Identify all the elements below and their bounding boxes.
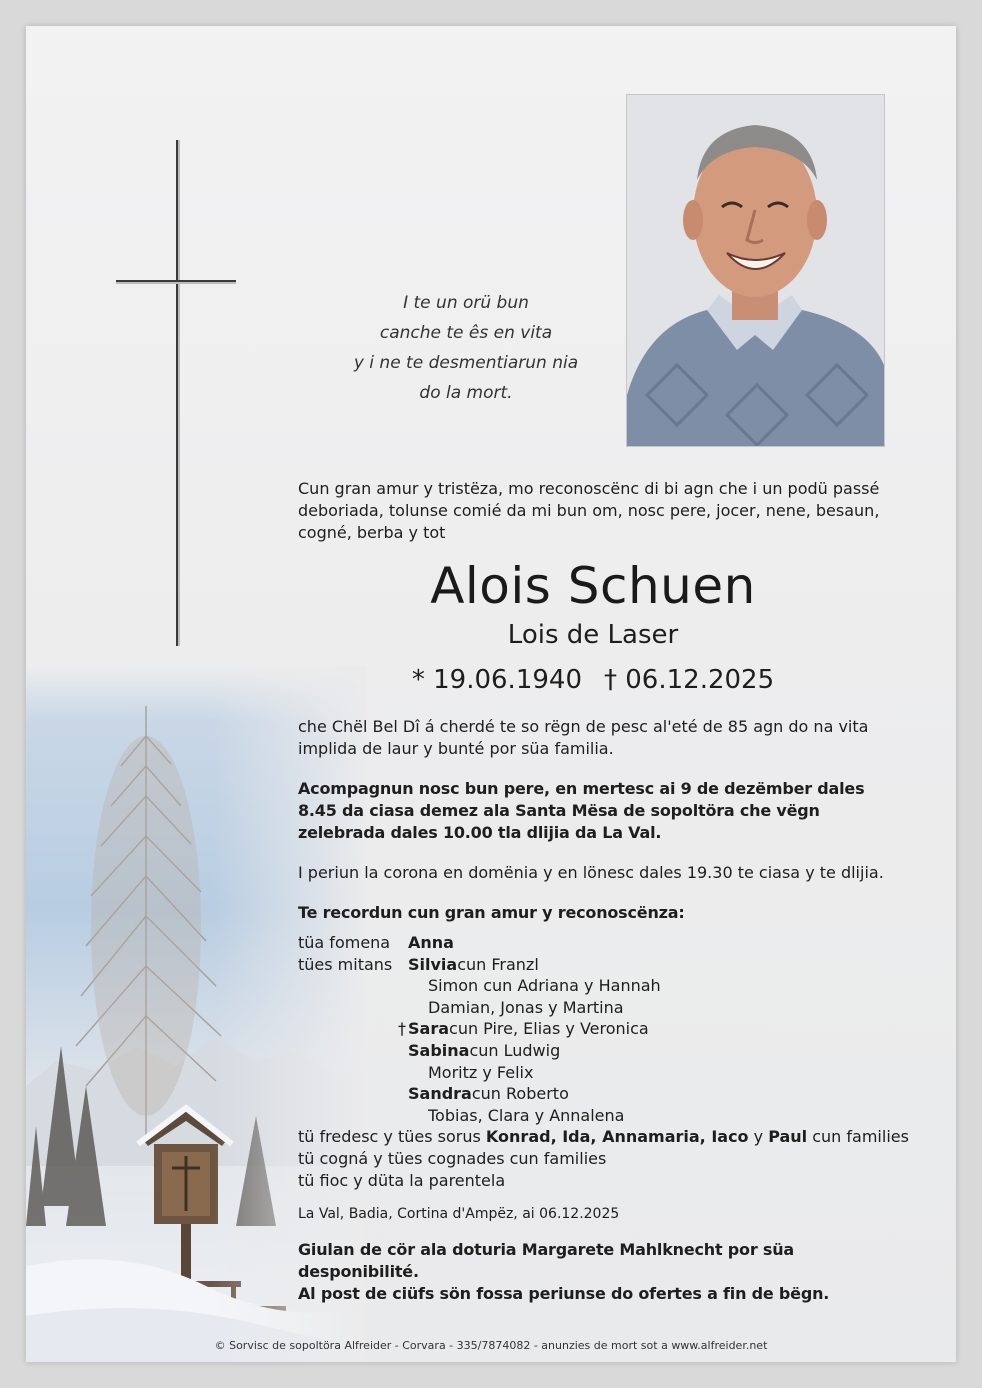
list-item: Tobias, Clara y Annalena [428,1105,625,1125]
list-item: Sandra cun Roberto [408,1084,569,1104]
family-list [298,932,909,1191]
list-item: tües mitans Silvia cun Franzl [298,954,539,974]
list-item: † Sara cun Pire, Elias y Veronica [398,1019,649,1039]
cross-vertical-bar [176,140,180,646]
list-item: Sabina cun Ludwig [408,1040,561,1060]
list-item: Moritz y Felix [428,1062,534,1082]
poem-line: I te un orü bun [403,293,529,313]
death-text: che Chël Bel Dî á cherdé te so rëgn de pesc al'eté de 85 agn do na vita implida de laur y bunté por süa familia. [298,717,869,758]
cross-horizontal-bar [116,280,236,284]
place-date: La Val, Badia, Cortina d'Ampëz, ai 06.12.2025 [298,1206,620,1223]
poem-line: do la mort. [419,383,513,403]
thanks-text: Giulan de cör ala doturia Margarete Mahlknecht por süa desponibilité. [298,1240,794,1282]
obituary-card [26,26,956,1362]
list-item: Damian, Jonas y Martina [428,997,624,1017]
list-item: tüa fomena Anna [298,933,454,952]
remember-title: Te recordun cun gran amur y reconoscënza: [298,903,685,922]
portrait-photo [626,94,885,447]
intro-text: Cun gran amur y tristëza, mo reconoscënc di bi agn che i un podü passé deboriada, tolunse comié da mi bun om, nosc pere, jocer, nene, besaun, cogné, berba y tot [298,479,880,542]
birth-date: * 19.06.1940 [411,665,582,695]
deceased-name: Alois Schuen [430,557,756,615]
funeral-text: Acompagnun nosc bun pere, en mertesc ai 9 de dezëmber dales 8.45 da ciasa demez ala Santa Mësa de sopoltöra che vëgn zelebrada dales 10.00 tla dlijia da La Val. [298,779,865,842]
life-dates [298,662,888,698]
poem-line: y i ne te desmentiarun nia [353,353,579,373]
footer-credit: © Sorvisc de sopoltöra Alfreider - Corvara - 335/7874082 - anunzies de mort sot a www.alfreider.net [214,1339,768,1352]
list-item: tü fioc y düta la parentela [298,1170,506,1190]
poem [326,288,606,408]
request-text: Al post de ciüfs sön fossa periunse do ofertes a fin de bëgn. [298,1284,830,1304]
list-item: Simon cun Adriana y Hannah [428,976,661,996]
deceased-nickname: Lois de Laser [507,620,679,650]
prayer-text: I periun la corona en domënia y en lönesc dales 19.30 te ciasa y te dlijia. [298,863,884,882]
death-date: † 06.12.2025 [604,665,775,695]
list-item: tü fredesc y tües sorus Konrad, Ida, Annamaria, Iaco y Paul cun families [298,1127,909,1147]
portrait-illustration [627,95,884,446]
poem-line: canche te ês en vita [379,323,553,343]
obituary-text [298,478,909,1305]
list-item: tü cogná y tües cognades cun families [298,1148,607,1168]
